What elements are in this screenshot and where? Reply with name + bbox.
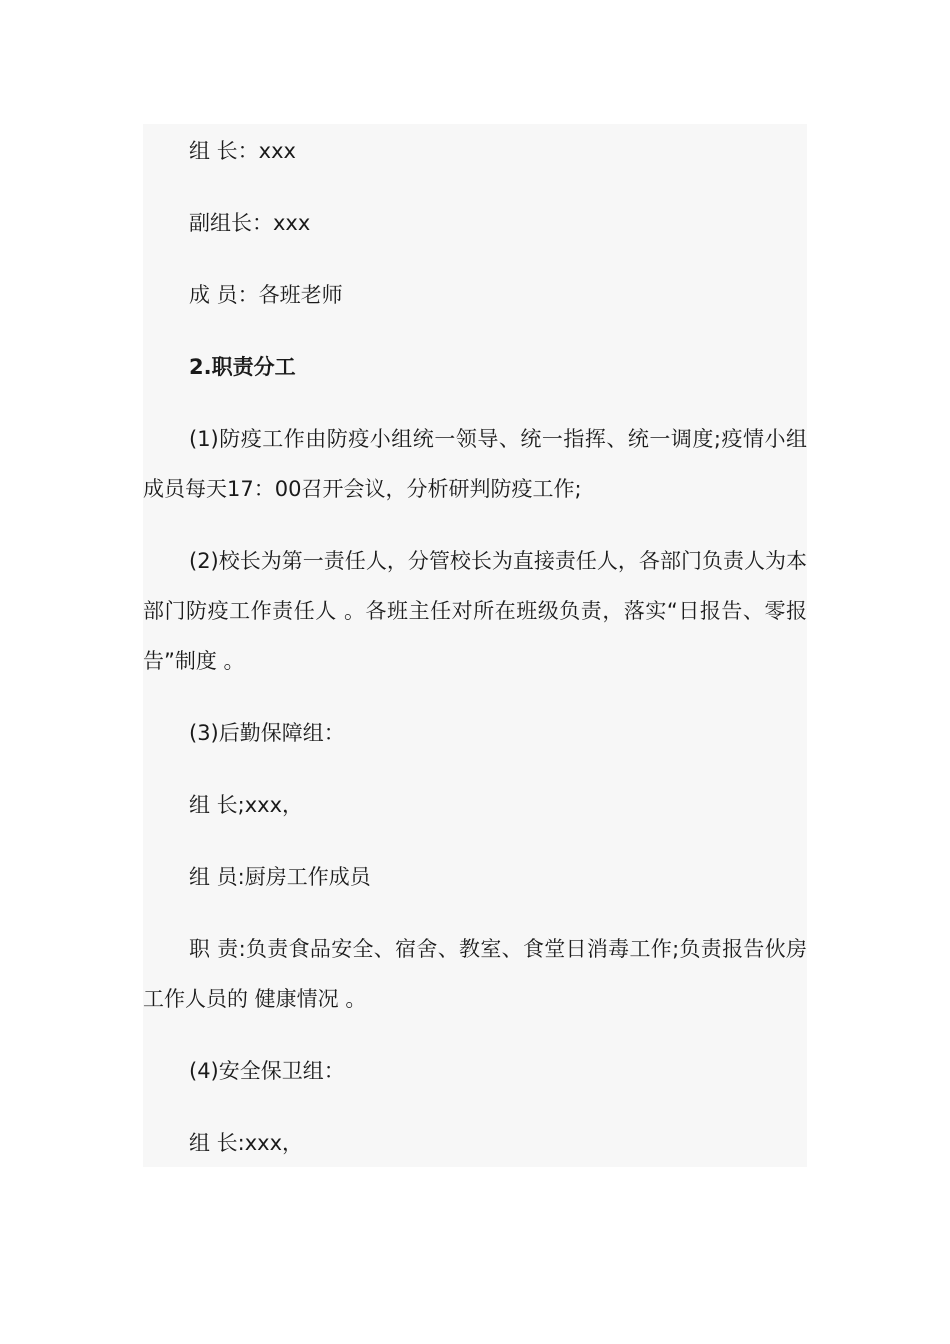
- duty-item-1: (1)防疫工作由防疫小组统一领导、统一指挥、统一调度;疫情小组成员每天17：00召开会议，分析研判防疫工作;: [143, 427, 807, 501]
- security-group-leader: 组 长:xxx，: [189, 1131, 304, 1155]
- section-title: 2.职责分工: [189, 355, 296, 379]
- duty-item-2: (2)校长为第一责任人，分管校长为直接责任人，各部门负责人为本部门防疫工作责任人 。各班主任对所在班级负责，落实“日报告、零报告”制度 。: [143, 549, 807, 673]
- logistics-group-title: (3)后勤保障组：: [189, 721, 345, 745]
- logistics-group-leader: 组 长;xxx，: [189, 793, 304, 817]
- security-group-title: (4)安全保卫组：: [189, 1059, 345, 1083]
- logistics-group-members: 组 员:厨房工作成员: [189, 865, 371, 889]
- members-line: 成 员：各班老师: [189, 283, 343, 307]
- leader-line: 组 长：xxx: [189, 139, 296, 163]
- vice-leader-line: 副组长：xxx: [189, 211, 311, 235]
- logistics-group-duty: 职 责:负责食品安全、宿舍、教室、食堂日消毒工作;负责报告伙房工作人员的 健康情况 。: [143, 937, 807, 1011]
- document-body: [143, 124, 807, 1167]
